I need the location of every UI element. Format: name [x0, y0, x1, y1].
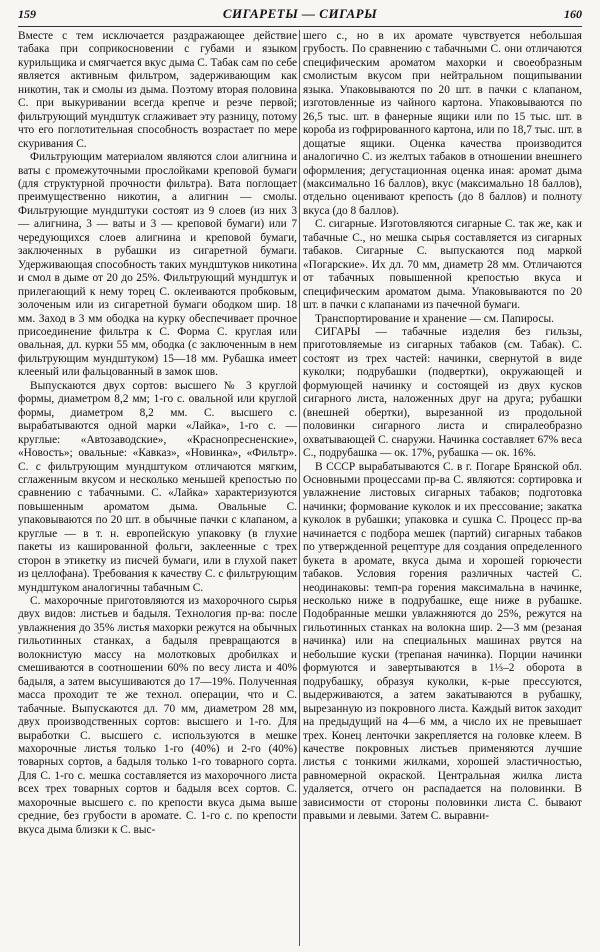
paragraph: С. махорочные приготовляются из махорочного сырья двух видов: листьев и бадыля. Технология пр-ва: после увлажнения до 35% листья махорки режутся на обычных гильотинных станках, а бадыля превращаются в волокнистую массу на молотковых дробилках и смешиваются в соотношении 60% по весу листа и 40% бадыля, а затем высушиваются до 17—19%. Полученная масса проходит те же технол. операции, что и С. табачные. Выпускаются дл. 70 мм, диаметром 28 мм, двух производственных сортов: высшего и 1-го. Для выработки С. высшего с. используются в мешке махорочные листья только 1-го (40%) и 2-го (40%) товарных сортов, а бадыля только 1-го товарного сорта. Для С. 1-го с. мешка составляется из махорочного листа всех трех товарных сортов и бадыля всех сортов. С. махорочные высшего с. по крепости вкуса дыма выше средние, без грубости в аромате. С. 1-го с. по крепости вкуса дыма близки к С. выс- [18, 595, 297, 836]
entry-sigary: СИГАРЫ — табачные изделия без гильзы, приготовляемые из сигарных табаков (см. Табак). С. состоят из трех частей: начинки, свернутой в виде куколки; подрубашки (подвертки), окружающей и формующей начинку и состоящей из двух кусков сигарного листа, наложенных друг на друга; рубашки (внешней обертки), вырезанной из продольной половинки сигарного листа и спиралеобразно охватывающей С. снаружи. Начинка составляет 67% веса С., подрубашка — ок. 17%, рубашка — ок. 16%. [303, 325, 582, 460]
paragraph: Фильтрующим материалом являются слои алигнина и ваты с промежуточными прослойками креповой бумаги (для структурной прочности фильтра). Вата поглощает преимущественно никотин, а алигнин — смолы. Фильтрующие мундштуки состоят из 9 слоев (из них 3 — алигнина, 3 — ваты и 3 — креповой бумаги) или 7 чередующихся слоев алигнина и креповой бумаги, заключенных в рубашки из сигаретной бумаги. Удерживающая способность таких мундштуков никотина и смол в дыме от 20 до 25%. Фильтрующий мундштук и прилегающий к нему торец С. оклеиваются пробковым, золоченым или из сигаретной бумаги ободком шир. 18 мм. Заход в 3 мм ободка на курку обеспечивает прочное присоединение фильтра к С. Форма С. круглая или овальная, дл. курки 55 мм, ободка (с заключенным в нем фильтрующим мундштуком) 15—18 мм. Рубашка имеет клееный или фальцованный в замок шов. [18, 151, 297, 379]
page-number-left: 159 [18, 7, 36, 21]
page-number-right: 160 [563, 7, 582, 21]
column-divider [299, 30, 300, 946]
paragraph: Транспортирование и хранение — см. Папиросы. [315, 312, 555, 325]
right-column [303, 30, 582, 946]
header-rule [18, 26, 582, 27]
running-title: СИГАРЕТЫ — СИГАРЫ [222, 6, 378, 21]
running-header [18, 6, 582, 26]
left-column [18, 30, 297, 946]
paragraph: Выпускаются двух сортов: высшего № 3 круглой формы, диаметром 8,2 мм; 1-го с. овальной или круглой формы, диаметром 8,2 мм. С. высшего с. вырабатываются одной марки «Лайка», 1-го с. — круглые: «Автозаводские», «Краснопресненские», «Новость»; овальные: «Кавказ», «Новинка», «Фильтр». С. с фильтрующим мундштуком отличаются мягким, сглаженным вкусом и несколько меньшей крепостью по сравнению с табачными. С. «Лайка» характеризуются повышенным ароматом дыма. Овальные С. упаковываются по 20 шт. в обычные пачки с клапаном, а круглые — в т. н. европейскую упаковку (в глухие пакеты из кашированной фольги, заклеенные с трех сторон в этикетку из писчей бумаги, или в глухой пакет из целлофана). Требования к качеству С. с фильтрующим мундштуком аналогичны табачным С. [18, 379, 297, 594]
paragraph: Вместе с тем исключается раздражающее действие табака при соприкосновении с губами и языком курильщика и смягчается вкус дыма С. Табак сам по себе является активным фильтром, задерживающим как никотин, так и смолы из дыма. Поэтому вторая половина С. при выкуривании всегда крепче и резче первой; фильтрующий мундштук сглаживает эту разницу, потому что его поглотительная способность возрастает по мере скуривания С. [18, 30, 297, 150]
paragraph: шего с., но в их аромате чувствуется небольшая грубость. По сравнению с табачными С. они отличаются специфическим ароматом махорки и своеобразным смолистым вкусом при нейтральном пощипывании языка. Упаковываются по 20 шт. в пачки с клапаном, изготовленные из чайного картона. Упаковываются по 26,5 тыс. шт. в фанерные ящики или по 15 тыс. шт. в короба из гофрированного картона, или по 18,7 тыс. шт. в дощатые ящики. Оценка качества производится аналогично С. из желтых табаков в отношении внешнего оформления; дегустационная оценка иная: аромат дыма (максимально 16 баллов), вкус (максимально 18 баллов), отдельно оценивают крепость (до 8 баллов) и полноту вкуса (до 8 баллов). [303, 30, 582, 217]
paragraph: В СССР вырабатываются С. в г. Погаре Брянской обл. Основными процессами пр-ва С. являются: сортировка и увлажнение листовых сигарных табаков; подготовка начинки; формование куколок и их прессование; закатка куколок в рубашки; упаковка и сушка С. Процесс пр-ва начинается с подбора мешек (партий) сигарных табаков по утвержденной рецептуре для создания определенного букета в аромате, вкуса дыма и хорошей горючести табаков. Условия горения различных частей С. неодинаковы: темп-ра горения максимальна в начинке, несколько ниже в подрубашке, еще ниже в рубашке. Подобранные мешки увлажняются до 25%, режутся на гильотинных станках на волокна шир. 2—3 мм (резаная начинка) или на специальных машинах рвутся на небольшие куски (трепаная начинка). Порции начинки формуются и завертываются в 1⅓–2 оборота в подрубашку, образуя куколки, к-рые прессуются, выдерживаются, а затем закатываются в рубашку, вырезанную из покровного листа. Каждый виток заходит на предыдущий на 4—6 мм, а число их не превышает трех. Конец ленточки закрепляется на головке клеем. В качестве покровных листьев применяются лучшие листья с тонкими жилками, хорошей эластичностью, равномерной окраской. Центральная жилка листа удаляется, отчего он распадается на половинки. В зависимости от стороны половинки листа С. бывают правыми и левыми. Затем С. выравни- [303, 460, 582, 823]
paragraph: С. сигарные. Изготовляются сигарные С. так же, как и табачные С., но мешка сырья составляется из сигарных табаков. Сигарные С. выпускаются под маркой «Погарские». Их дл. 70 мм, диаметр 28 мм. Отличаются от табачных повышенной крепостью вкуса и специфическим ароматом дыма. Упаковываются по 20 шт. в пачки с клапанами из пачечной бумаги. [303, 218, 582, 312]
